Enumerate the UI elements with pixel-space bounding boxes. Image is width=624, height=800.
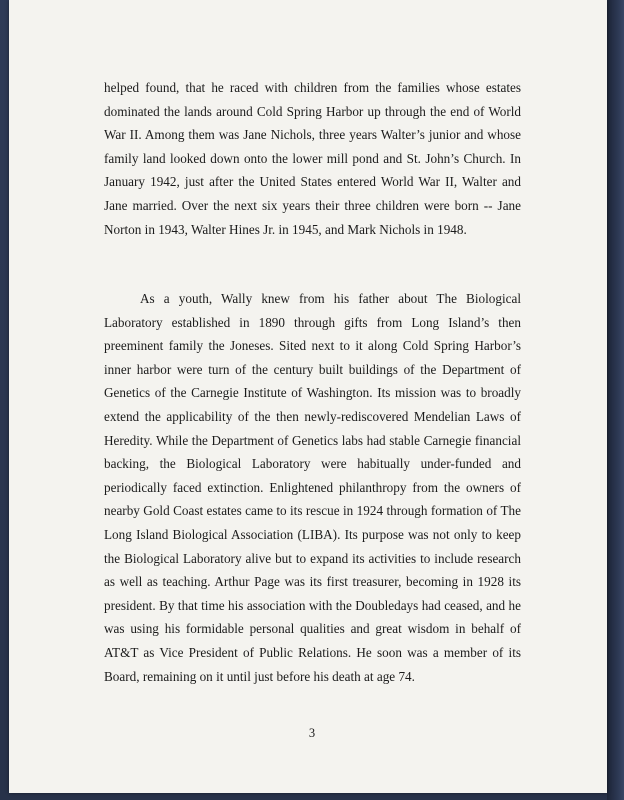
- scanner-edge: [607, 0, 624, 800]
- paragraph-2: As a youth, Wally knew from his father about The Biological Laboratory established in 1890 through gifts from Long Island’s then preeminent family the Joneses. Sited next to it along Cold Spring Harbor’s inner harbor were turn of the century built buildings of the Department of Genetics of the Carnegie Institute of Washington. Its mission was to broadly extend the applicability of the then newly-rediscovered Mendelian Laws of Heredity. While the Department of Genetics labs had stable Carnegie financial backing, the Biological Laboratory were habitually under-funded and periodically faced extinction. Enlightened philanthropy from the owners of nearby Gold Coast estates came to its rescue in 1924 through formation of The Long Island Biological Association (LIBA). Its purpose was not only to keep the Biological Laboratory alive but to expand its activities to include research as well as teaching. Arthur Page was its first treasurer, becoming in 1928 its president. By that time his association with the Doubledays had ceased, and he was using his formidable personal qualities and great wisdom in behalf of AT&T as Vice President of Public Relations. He soon was a member of its Board, remaining on it until just before his death at age 74.: [104, 291, 521, 684]
- page-number: 3: [308, 726, 316, 740]
- paragraph-1: helped found, that he raced with children from the families whose estates dominated the lands around Cold Spring Harbor up through the end of World War II. Among them was Jane Nichols, three years Walter’s junior and whose family land looked down onto the lower mill pond and St. John’s Church. In January 1942, just after the United States entered World War II, Walter and Jane married. Over the next six years their three children were born -- Jane Norton in 1943, Walter Hines Jr. in 1945, and Mark Nichols in 1948.: [104, 80, 521, 237]
